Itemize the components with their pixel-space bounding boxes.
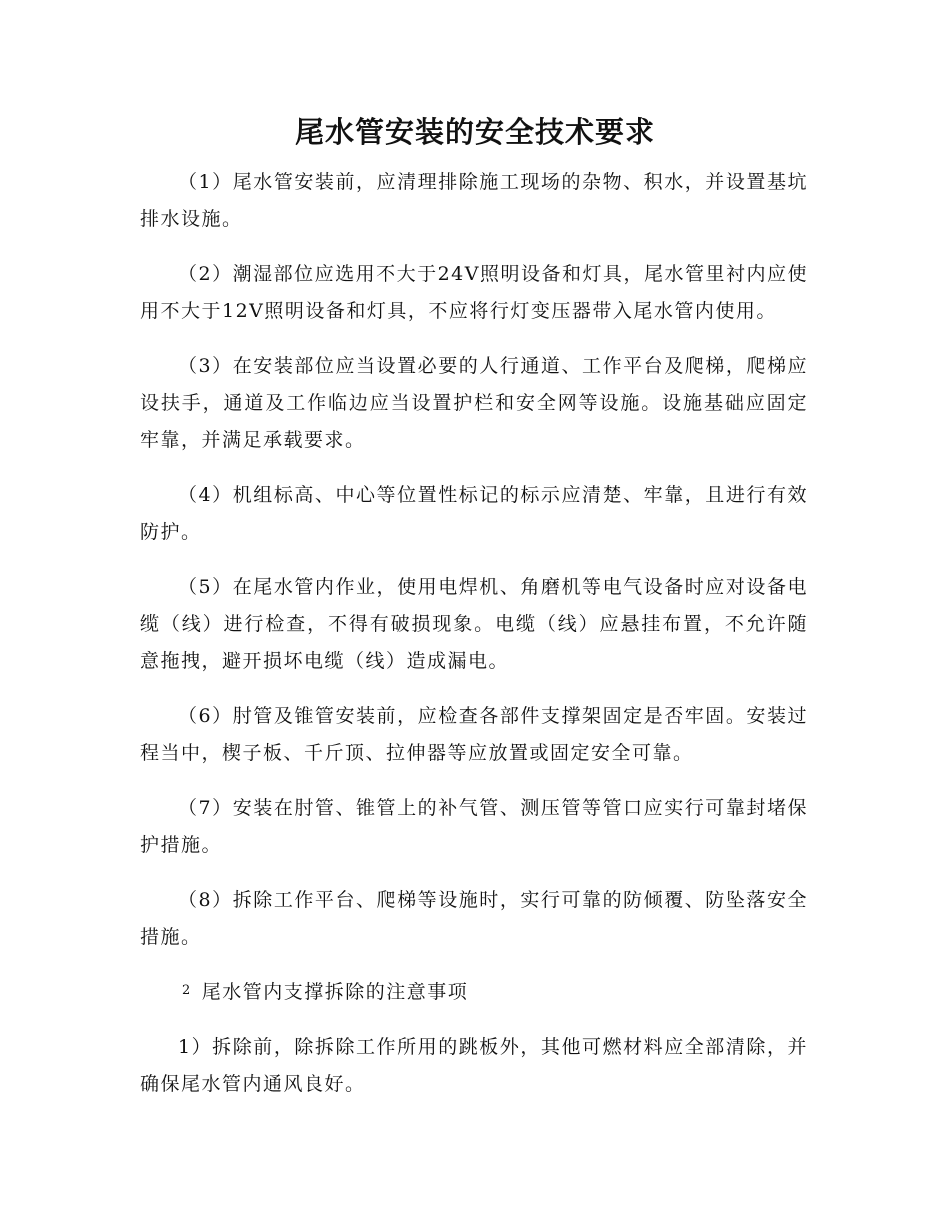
section-heading xyxy=(140,974,808,1011)
document-body xyxy=(140,164,808,1121)
paragraph-4: （4）机组标高、中心等位置性标记的标示应清楚、牢靠，且进行有效防护。 xyxy=(140,484,808,543)
paragraph-1: （1）尾水管安装前，应清理排除施工现场的杂物、积水，并设置基坑排水设施。 xyxy=(140,171,808,230)
paragraph-2: （2）潮湿部位应选用不大于24V照明设备和灯具，尾水管里衬内应使用不大于12V照明设备和灯具，不应将行灯变压器带入尾水管内使用。 xyxy=(140,263,808,322)
section-number: 2 xyxy=(182,983,192,998)
paragraph-3: （3）在安装部位应当设置必要的人行通道、工作平台及爬梯，爬梯应设扶手，通道及工作临边应当设置护栏和安全网等设施。设施基础应固定牢靠，并满足承载要求。 xyxy=(140,355,808,451)
paragraph-6: （6）肘管及锥管安装前，应检查各部件支撑架固定是否牢固。安装过程当中，楔子板、千斤顶、拉伸器等应放置或固定安全可靠。 xyxy=(140,705,808,764)
section-heading-text: 尾水管内支撑拆除的注意事项 xyxy=(201,981,469,1003)
paragraph-8: （8）拆除工作平台、爬梯等设施时，实行可靠的防倾覆、防坠落安全措施。 xyxy=(140,889,808,948)
paragraph-7: （7）安装在肘管、锥管上的补气管、测压管等管口应实行可靠封堵保护措施。 xyxy=(140,797,808,856)
paragraph-5: （5）在尾水管内作业，使用电焊机、角磨机等电气设备时应对设备电缆（线）进行检查，不得有破损现象。电缆（线）应悬挂布置，不允许随意拖拽，避开损坏电缆（线）造成漏电。 xyxy=(140,576,808,672)
document-title: 尾水管安装的安全技术要求 xyxy=(294,115,655,149)
section-paragraph-1: 1）拆除前，除拆除工作所用的跳板外，其他可燃材料应全部清除，并确保尾水管内通风良好。 xyxy=(140,1036,808,1095)
